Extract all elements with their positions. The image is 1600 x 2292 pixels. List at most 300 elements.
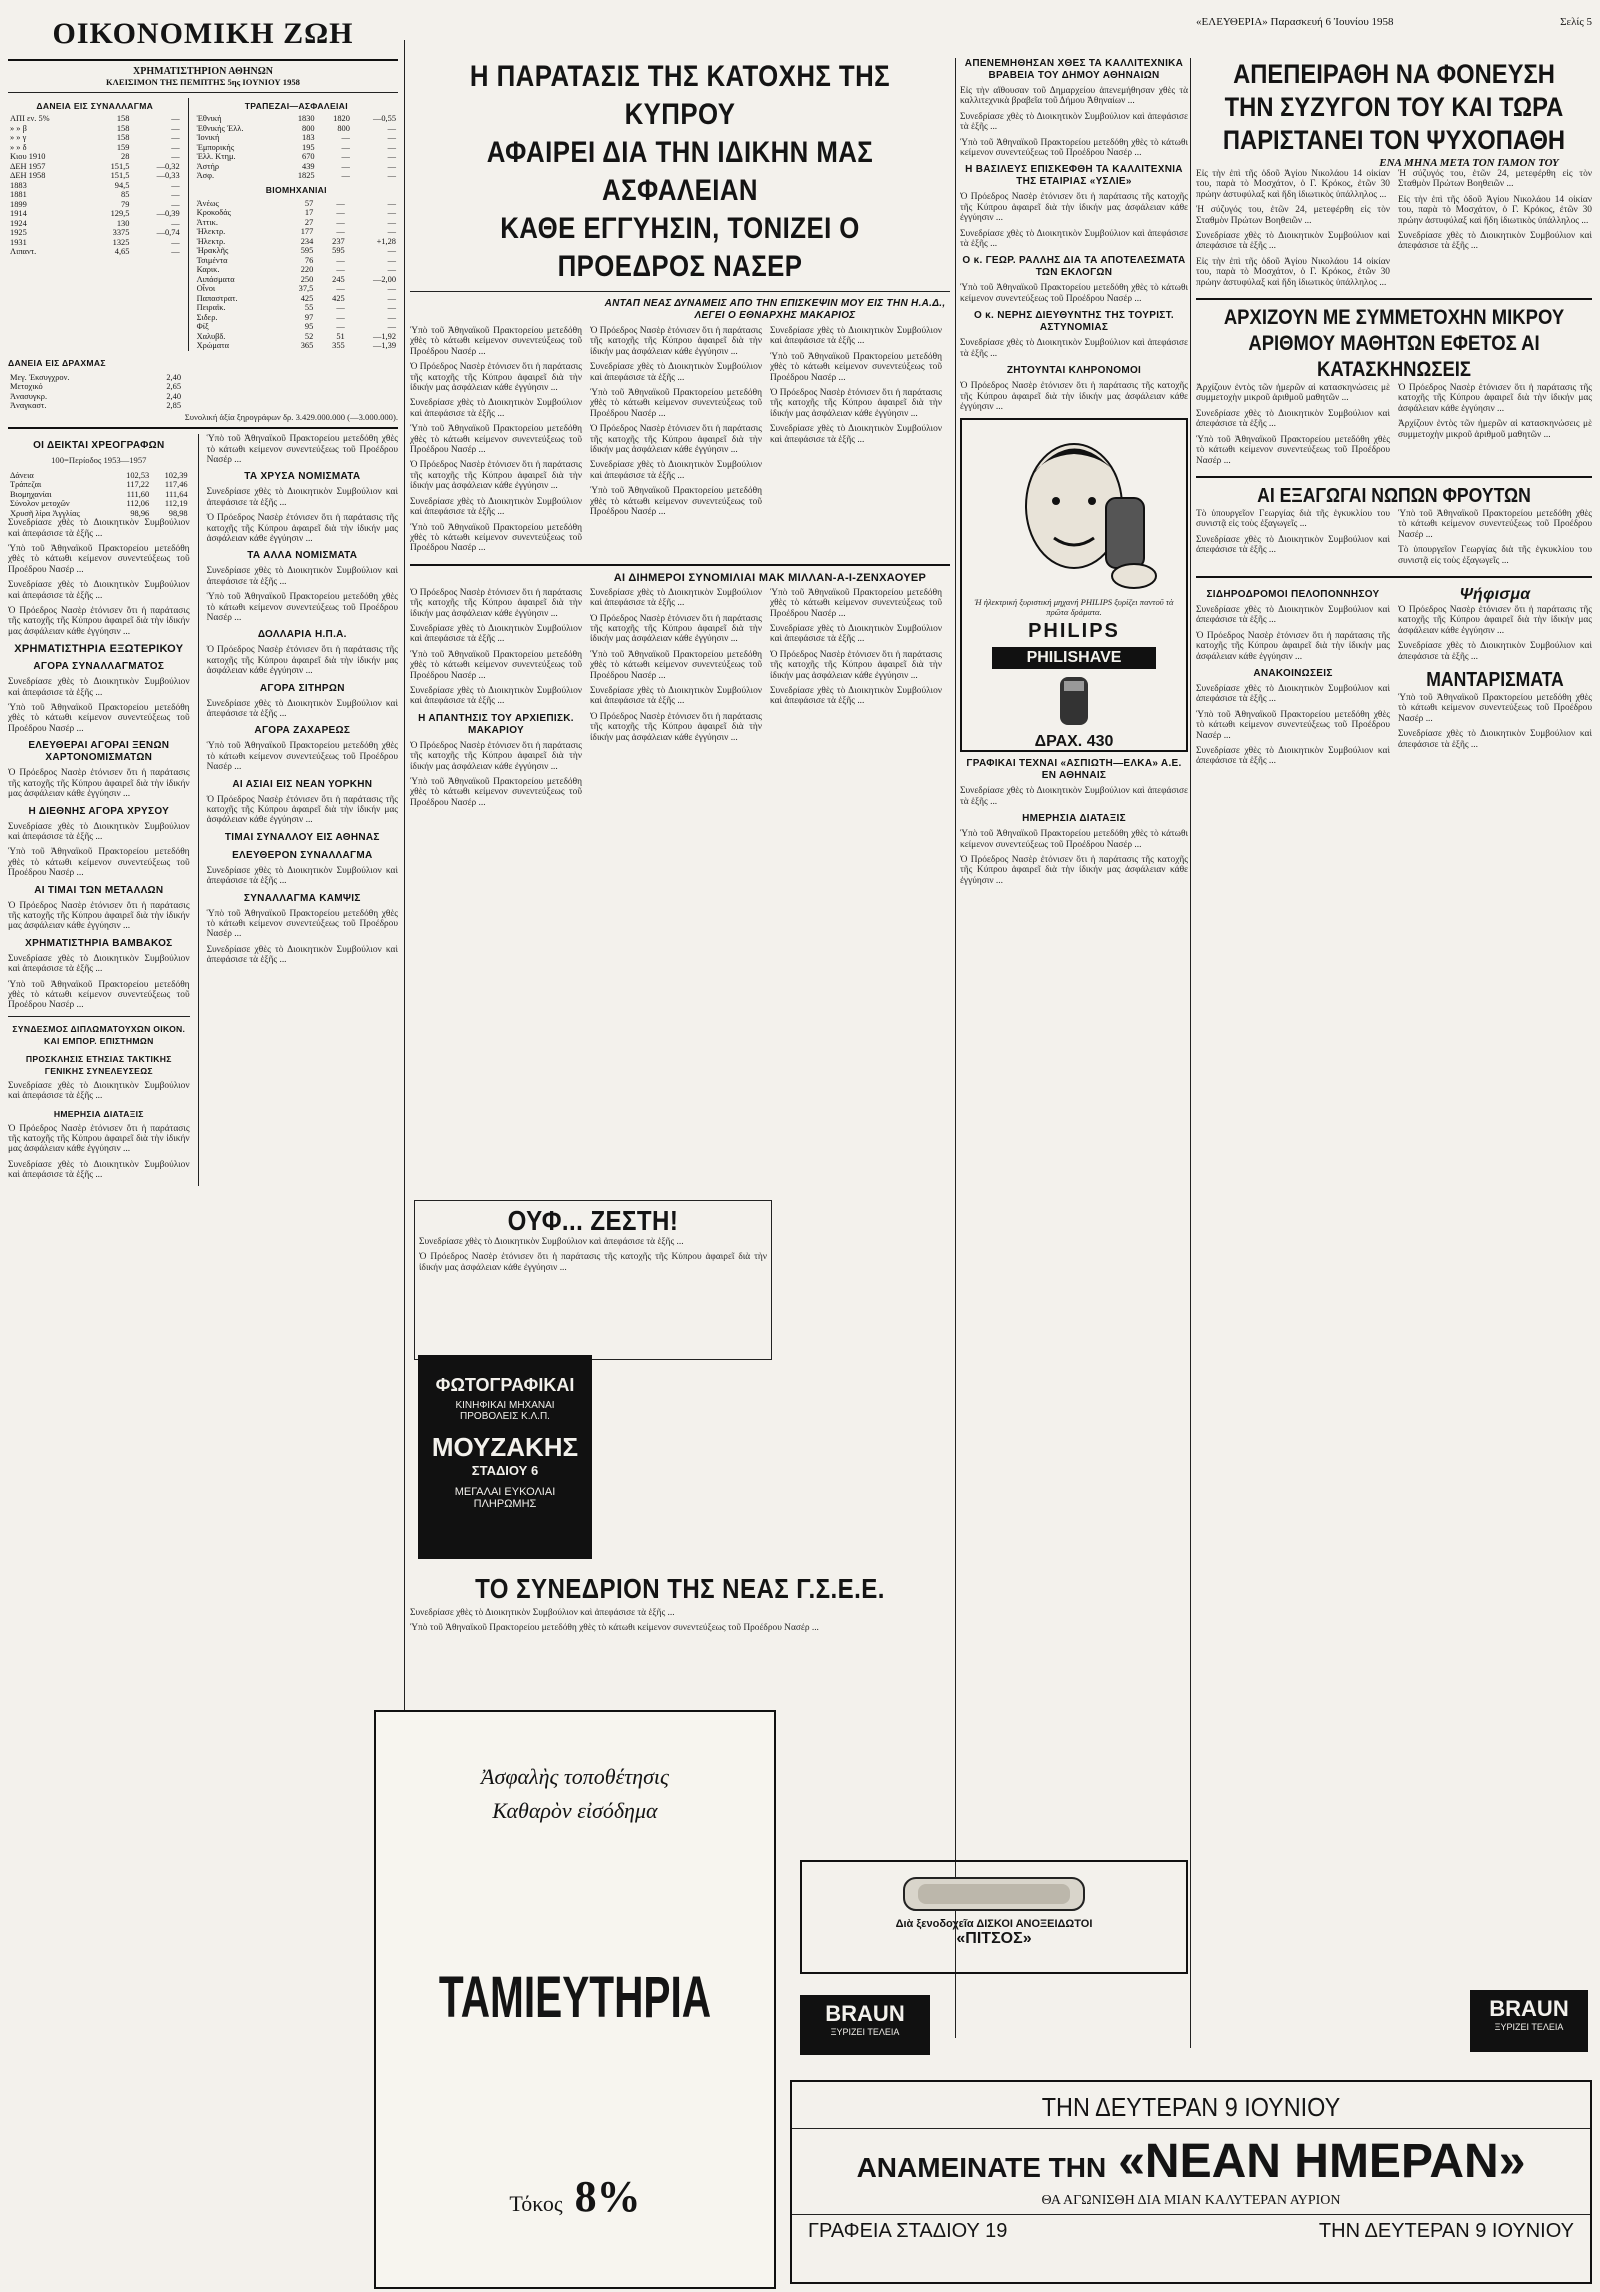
table-cell: Ἀστήρ <box>196 161 220 171</box>
table-cell: 52 <box>304 331 314 341</box>
story-paragraph: Ὑπὸ τοῦ Ἀθηναϊκοῦ Πρακτορείου μετεδόθη χθὲς τὸ κάτωθι κείμενον συνεντεύξεως τοῦ Προέδρου Νασέρ ... <box>410 326 582 357</box>
table-row <box>195 199 398 209</box>
table-cell: Ἠρακλῆς <box>196 246 229 255</box>
banner-line-2 <box>792 2134 1590 2189</box>
table-cell: Ἀναγκαστ. <box>10 401 47 410</box>
braun-ad-1 <box>800 1995 930 2055</box>
story-paragraph: Συνεδρίασε χθὲς τὸ Διοικητικὸν Συμβούλιον καὶ ἀπεφάσισε τὰ ἑξῆς ... <box>590 587 762 609</box>
story-paragraph: Συνεδρίασε χθὲς τὸ Διοικητικὸν Συμβούλιον καὶ ἀπεφάσισε τὰ ἑξῆς ... <box>1196 534 1390 556</box>
banner-line-3: ΘΑ ΑΓΩΝΙΣΘΗ ΔΙΑ ΜΙΑΝ ΚΑΛΥΤΕΡΑΝ ΑΥΡΙΟΝ <box>1041 2193 1341 2208</box>
drachma-loans-head: ΔΑΝΕΙΑ ΕΙΣ ΔΡΑΧΜΑΣ <box>8 357 106 368</box>
filler-paragraph: Ὑπὸ τοῦ Ἀθηναϊκοῦ Πρακτορείου μετεδόθη χθὲς τὸ κάτωθι κείμενον συνεντεύξεως τοῦ Προέδρου Νασέρ ... <box>8 979 190 1011</box>
table-cell: Οἶνοι <box>196 284 216 293</box>
story-paragraph: Ὑπὸ τοῦ Ἀθηναϊκοῦ Πρακτορείου μετεδόθη χθὲς τὸ κάτωθι κείμενον συνεντεύξεως τοῦ Προέδρου Νασέρ ... <box>1196 434 1390 466</box>
table-cell: 670 <box>302 152 315 161</box>
story-paragraph: Ὁ Πρόεδρος Νασὲρ ἐτόνισεν ὅτι ἡ παράτασις τῆς κατοχῆς τῆς Κύπρου ἀφαιρεῖ διὰ τὴν ἰδικήν μας ἀσφάλειαν κάθε ἐγγύησιν ... <box>960 381 1188 412</box>
story-paragraph: Συνεδρίασε χθὲς τὸ Διοικητικὸν Συμβούλιον καὶ ἀπεφάσισε τὰ ἑξῆς ... <box>770 424 942 445</box>
story-paragraph: Ὁ Πρόεδρος Νασὲρ ἐτόνισεν ὅτι ἡ παράτασις τῆς κατοχῆς τῆς Κύπρου ἀφαιρεῖ διὰ τὴν ἰδικήν μας ἀσφάλειαν κάθε ἐγγύησιν ... <box>590 613 762 645</box>
right-subhead: ΕΝΑ ΜΗΝΑ ΜΕΤΑ ΤΟΝ ΓΑΜΟΝ ΤΟΥ <box>1379 157 1559 169</box>
table-cell: 1883 <box>10 180 27 190</box>
story-paragraph: Ὁ Πρόεδρος Νασὲρ ἐτόνισεν ὅτι ἡ παράτασις τῆς κατοχῆς τῆς Κύπρου ἀφαιρεῖ διὰ τὴν ἰδικήν μας ἀσφάλειαν κάθε ἐγγύησιν ... <box>960 192 1188 224</box>
table-cell: — <box>387 123 396 133</box>
story-paragraph: Ὑπὸ τοῦ Ἀθηναϊκοῦ Πρακτορείου μετεδόθη χθὲς τὸ κάτωθι κείμενον συνεντεύξεως τοῦ Προέδρου Νασέρ ... <box>590 649 762 681</box>
students-body <box>1196 383 1592 471</box>
banner-date: ΤΗΝ ΔΕΥΤΕΡΑΝ 9 ΙΟΥΝΙΟΥ <box>1318 2220 1574 2242</box>
col1-left <box>8 434 190 1186</box>
table-cell: 439 <box>302 161 315 171</box>
pitsos-brand: «ΠΙΤΣΟΣ» <box>956 1930 1032 1947</box>
main-subhead: ΑΝΤΑΠ ΝΕΑΣ ΔΥΝΑΜΕΙΣ ΑΠΟ ΤΗΝ ΕΠΙΣΚΕΨΙΝ ΜΟΥ ΕΙΣ ΤΗΝ Η.Α.Δ., ΛΕΓΕΙ Ο ΕΘΝΑΡΧΗΣ ΜΑΚΑΡΙΟΣ <box>604 298 946 321</box>
table-cell: — <box>387 303 396 312</box>
middle-column <box>960 58 1188 2078</box>
table-row <box>8 509 190 519</box>
table-row <box>8 382 183 392</box>
table-cell: — <box>171 218 180 228</box>
story-paragraph: Ὑπὸ τοῦ Ἀθηναϊκοῦ Πρακτορείου μετεδόθη χθὲς τὸ κάτωθι κείμενον συνεντεύξεως τοῦ Προέδρου Νασέρ ... <box>410 649 582 681</box>
table-cell: Ἀνασυγκρ. <box>10 391 48 401</box>
table-cell: Κροκοδάς <box>196 208 231 217</box>
table-cell: » » γ <box>10 133 27 142</box>
table-row <box>8 401 183 411</box>
table-cell: Ἀσφ. <box>196 171 215 180</box>
bank-slogan-2: Καθαρὸν εἰσόδημα <box>492 1798 658 1823</box>
photo-shop-ad <box>418 1355 592 1559</box>
table-cell: 151,5 <box>110 161 130 171</box>
dollars-head: ΔΟΛΛΑΡΙΑ Η.Π.Α. <box>257 629 347 641</box>
main-story-lower <box>410 588 950 814</box>
table-cell: Ἐθνικής Ἑλλ. <box>196 123 244 133</box>
table-cell: 85 <box>121 190 130 199</box>
table-row <box>195 227 398 237</box>
story-paragraph: Συνεδρίασε χθὲς τὸ Διοικητικὸν Συμβούλιον καὶ ἀπεφάσισε τὰ ἑξῆς ... <box>1398 729 1592 750</box>
main-headline-3: ΚΑΘΕ ΕΓΓΥΗΣΙΝ, ΤΟΝΙΖΕΙ Ο ΠΡΟΕΔΡΟΣ ΝΑΣΕΡ <box>500 212 860 283</box>
story-paragraph: Ὑπὸ τοῦ Ἀθηναϊκοῦ Πρακτορείου μετεδόθη χθὲς τὸ κάτωθι κείμενον συνεντεύξεως τοῦ Προέδρου Νασέρ ... <box>960 137 1188 159</box>
table-cell: 102,39 <box>164 470 188 480</box>
filler-paragraph: Ὑπὸ τοῦ Ἀθηναϊκοῦ Πρακτορείου μετεδόθη χθὲς τὸ κάτωθι κείμενον συνεντεύξεως τοῦ Προέδρου Νασέρ ... <box>206 908 398 940</box>
right-column <box>1196 58 1592 2068</box>
table-cell: — <box>387 255 396 265</box>
story-paragraph: Συνεδρίασε χθὲς τὸ Διοικητικὸν Συμβούλιον καὶ ἀπεφάσισε τὰ ἑξῆς ... <box>1196 231 1390 252</box>
table-cell: — <box>387 208 396 217</box>
lower-col-b <box>590 588 762 814</box>
table-cell: 4,65 <box>114 247 130 256</box>
agenda-head: ΗΜΕΡΗΣΙΑ ΔΙΑΤΑΞΙΣ <box>53 1108 144 1119</box>
heat-paragraph: Ὁ Πρόεδρος Νασὲρ ἐτόνισεν ὅτι ἡ παράτασις τῆς κατοχῆς τῆς Κύπρου ἀφαιρεῖ διὰ τὴν ἰδικήν μας ἀσφάλειαν κάθε ἐγγύησιν ... <box>419 1252 767 1273</box>
heat-paragraph: Συνεδρίασε χθὲς τὸ Διοικητικὸν Συμβούλιον καὶ ἀπεφάσισε τὰ ἑξῆς ... <box>419 1237 684 1247</box>
table-cell: —0,33 <box>156 171 180 180</box>
table-cell: ΑΠΙ εν. 5% <box>10 114 50 123</box>
story-paragraph: Ὑπὸ τοῦ Ἀθηναϊκοῦ Πρακτορείου μετεδόθη χθὲς τὸ κάτωθι κείμενον συνεντεύξεως τοῦ Προέδρου Νασέρ ... <box>410 522 582 554</box>
table-cell: 158 <box>116 133 130 142</box>
story-paragraph: Συνεδρίασε χθὲς τὸ Διοικητικὸν Συμβούλιον καὶ ἀπεφάσισε τὰ ἑξῆς ... <box>410 496 582 518</box>
classifieds <box>1196 583 1592 772</box>
table-cell: 800 <box>337 123 350 133</box>
table-cell: Ἀττικ. <box>196 217 218 227</box>
filler-paragraph: Συνεδρίασε χθὲς τὸ Διοικητικὸν Συμβούλιον καὶ ἀπεφάσισε τὰ ἑξῆς ... <box>8 1080 190 1102</box>
table-cell: 595 <box>332 246 345 255</box>
table-cell: 1925 <box>10 228 27 237</box>
table-cell: 2,40 <box>166 391 181 401</box>
main-headline-1: Η ΠΑΡΑΤΑΣΙΣ ΤΗΣ ΚΑΤΟΧΗΣ ΤΗΣ ΚΥΠΡΟΥ <box>469 60 891 131</box>
exchange-title: ΧΡΗΜΑΤΙΣΤΗΡΙΟΝ ΑΘΗΝΩΝ <box>133 66 273 77</box>
table-row <box>195 265 398 275</box>
foreign-exchange-head: ΧΡΗΜΑΤΙΣΤΗΡΙΑ ΕΞΩΤΕΡΙΚΟΥ <box>14 643 184 656</box>
story-paragraph: Ὁ Πρόεδρος Νασὲρ ἐτόνισεν ὅτι ἡ παράτασις τῆς κατοχῆς τῆς Κύπρου ἀφαιρεῖ διὰ τὴν ἰδικήν μας ἀσφάλειαν κάθε ἐγγύησιν ... <box>590 711 762 743</box>
right-headline-1: ΑΠΕΠΕΙΡΑΘΗ ΝΑ ΦΟΝΕΥΣΗ <box>1233 59 1555 89</box>
table-cell: 1914 <box>10 209 27 218</box>
table-row <box>195 124 398 134</box>
table-cell: 1830 <box>297 114 315 123</box>
table-cell: 2,85 <box>166 401 181 410</box>
story-paragraph: Ὁ Πρόεδρος Νασὲρ ἐτόνισεν ὅτι ἡ παράτασις τῆς κατοχῆς τῆς Κύπρου ἀφαιρεῖ διὰ τὴν ἰδικήν μας ἀσφάλειαν κάθε ἐγγύησιν ... <box>1398 604 1592 636</box>
table-cell: — <box>341 161 350 171</box>
bank-slogan-1: Ἀσφαλὴς τοποθέτησις <box>481 1764 669 1789</box>
table-cell: Λιπάσματα <box>196 274 235 284</box>
table-row <box>195 162 398 172</box>
story-paragraph: Συνεδρίασε χθὲς τὸ Διοικητικὸν Συμβούλιον καὶ ἀπεφάσισε τὰ ἑξῆς ... <box>1196 746 1390 767</box>
banner-offices: ΓΡΑΦΕΙΑ ΣΤΑΔΙΟΥ 19 <box>808 2220 1008 2242</box>
table-row <box>8 219 182 229</box>
bank-rate-label: Τόκος <box>509 2191 563 2216</box>
table-cell: — <box>387 284 396 293</box>
table-cell: Κιου 1910 <box>10 152 46 161</box>
queen-head: Η ΒΑΣΙΛΕΥΣ ΕΠΙΣΚΕΦΘΗ ΤΑ ΚΑΛΛΙΤΕΧΝΙΑ ΤΗΣ ΕΤΑΙΡΙΑΣ «ΥΣΛΙΕ» <box>965 164 1183 188</box>
filler-paragraph: Ὑπὸ τοῦ Ἀθηναϊκοῦ Πρακτορείου μετεδόθη χθὲς τὸ κάτωθι κείμενον συνεντεύξεως τοῦ Προέδρου Νασέρ ... <box>206 741 398 773</box>
table-row <box>195 341 398 351</box>
col1-right <box>207 434 398 1186</box>
industry-head: ΒΙΟΜΗΧΑΝΙΑΙ <box>265 184 327 195</box>
filler-paragraph: Συνεδρίασε χθὲς τὸ Διοικητικὸν Συμβούλιον καὶ ἀπεφάσισε τὰ ἑξῆς ... <box>8 1159 190 1181</box>
table-cell: —0,39 <box>156 209 180 218</box>
table-cell: Σιδερ. <box>196 312 218 322</box>
story-paragraph: Ὑπὸ τοῦ Ἀθηναϊκοῦ Πρακτορείου μετεδόθη χθὲς τὸ κάτωθι κείμενον συνεντεύξεως τοῦ Προέδρου Νασέρ ... <box>960 829 1188 850</box>
story-paragraph: Ἡ σύζυγός του, ἐτῶν 24, μετεφέρθη εἰς τὸν Σταθμὸν Πρώτων Βοηθειῶν ... <box>1196 205 1390 226</box>
table-cell: Ἐμπορικής <box>196 142 235 152</box>
table-cell: 17 <box>304 208 314 217</box>
story-paragraph: Ὑπὸ τοῦ Ἀθηναϊκοῦ Πρακτορείου μετεδόθη χθὲς τὸ κάτωθι κείμενον συνεντεύξεως τοῦ Προέδρου Νασέρ ... <box>960 283 1188 304</box>
classifieds-col-b <box>1398 583 1592 772</box>
table-cell: 234 <box>300 236 314 246</box>
filler-paragraph: Συνεδρίασε χθὲς τὸ Διοικητικὸν Συμβούλιον καὶ ἀπεφάσισε τὰ ἑξῆς ... <box>8 821 190 842</box>
other-coins-head: ΤΑ ΑΛΛΑ ΝΟΜΙΣΜΑΤΑ <box>247 550 358 562</box>
table-cell: — <box>171 152 180 161</box>
story-paragraph: Ὁ Πρόεδρος Νασὲρ ἐτόνισεν ὅτι ἡ παράτασις τῆς κατοχῆς τῆς Κύπρου ἀφαιρεῖ διὰ τὴν ἰδικήν μας ἀσφάλειαν κάθε ἐγγύησιν ... <box>590 326 762 357</box>
table-cell: 51 <box>336 331 345 341</box>
story-paragraph: Ὑπὸ τοῦ Ἀθηναϊκοῦ Πρακτορείου μετεδόθη χθὲς τὸ κάτωθι κείμενον συνεντεύξεως τοῦ Προέδρου Νασέρ ... <box>590 486 762 518</box>
story-paragraph: Συνεδρίασε χθὲς τὸ Διοικητικὸν Συμβούλιον καὶ ἀπεφάσισε τὰ ἑξῆς ... <box>590 685 762 707</box>
filler-paragraph: Ὑπὸ τοῦ Ἀθηναϊκοῦ Πρακτορείου μετεδόθη χθὲς τὸ κάτωθι κείμενον συνεντεύξεως τοῦ Προέδρου Νασέρ ... <box>206 592 398 623</box>
table-cell: 76 <box>304 255 314 265</box>
table-cell: 2,40 <box>166 372 181 382</box>
table-cell: — <box>387 161 396 171</box>
cheques-head: ΣΥΝΑΛΛΑΓΜΑ ΚΑΜΨΙΣ <box>243 892 361 904</box>
right-headline-2: ΤΗΝ ΣΥΖΥΓΟΝ ΤΟΥ ΚΑΙ ΤΩΡΑ <box>1224 92 1564 122</box>
indices-title: ΟΙ ΔΕΙΚΤΑΙ ΧΡΕΟΓΡΑΦΩΝ <box>33 440 165 452</box>
story-paragraph: Ὁ Πρόεδρος Νασὲρ ἐτόνισεν ὅτι ἡ παράτασις τῆς κατοχῆς τῆς Κύπρου ἀφαιρεῖ διὰ τὴν ἰδικήν μας ἀσφάλειαν κάθε ἐγγύησιν ... <box>770 649 942 681</box>
table-cell: 1899 <box>10 199 27 209</box>
table-cell: 112,06 <box>126 499 150 509</box>
filler-paragraph: Ὑπὸ τοῦ Ἀθηναϊκοῦ Πρακτορείου μετεδόθη χθὲς τὸ κάτωθι κείμενον συνεντεύξεως τοῦ Προέδρου Νασέρ ... <box>206 434 398 465</box>
table-row <box>8 471 190 481</box>
students-col-a <box>1196 383 1390 471</box>
table-cell: 1881 <box>10 190 27 199</box>
filler-paragraph: Ὑπὸ τοῦ Ἀθηναϊκοῦ Πρακτορείου μετεδόθη χθὲς τὸ κάτωθι κείμενον συνεντεύξεως τοῦ Προέδρου Νασέρ ... <box>8 544 190 575</box>
table-cell: — <box>171 247 180 256</box>
fruits-col-a <box>1196 509 1390 571</box>
pitsos-ad <box>800 1860 1188 1974</box>
table-cell: 55 <box>304 303 314 312</box>
table-cell: — <box>171 123 180 133</box>
man-shaving-illustration <box>974 426 1174 596</box>
table-row <box>195 284 398 294</box>
economic-column <box>8 14 398 2284</box>
table-cell: — <box>171 142 180 152</box>
table-cell: 37,5 <box>298 284 314 293</box>
heat-box <box>414 1200 772 1360</box>
bank-name: ΤΑΜΙΕΥΤΗΡΙΑ <box>438 1965 712 2030</box>
braun-ad-2 <box>1470 1990 1588 2052</box>
table-cell: 220 <box>300 265 314 274</box>
table-cell: — <box>171 237 180 247</box>
table-cell: 57 <box>304 198 314 208</box>
main-story-body <box>410 326 950 559</box>
table-cell: 111,64 <box>165 489 188 499</box>
filler-paragraph: Ὁ Πρόεδρος Νασὲρ ἐτόνισεν ὅτι ἡ παράτασις τῆς κατοχῆς τῆς Κύπρου ἀφαιρεῖ διὰ τὴν ἰδικήν μας ἀσφάλειαν κάθε ἐγγύησιν ... <box>206 794 398 826</box>
fruits-col-b <box>1398 509 1592 571</box>
table-cell: —0,74 <box>156 228 180 237</box>
table-cell: 355 <box>332 341 345 350</box>
table-row <box>195 256 398 266</box>
reply-head: Η ΑΠΑΝΤΗΣΙΣ ΤΟΥ ΑΡΧΙΕΠΙΣΚ. ΜΑΚΑΡΙΟΥ <box>418 712 574 736</box>
table-cell: 98,98 <box>168 508 188 518</box>
table-row <box>195 143 398 153</box>
table-row <box>195 237 398 247</box>
table-row <box>8 114 182 124</box>
bank-rate-row <box>376 2171 774 2222</box>
table-cell: Χρυσῆ λίρα Ἀγγλίας <box>10 508 80 518</box>
metals-head: ΑΙ ΤΙΜΑΙ ΤΩΝ ΜΕΤΑΛΛΩΝ <box>34 884 164 896</box>
table-row <box>195 275 398 285</box>
table-cell: — <box>171 199 180 209</box>
table-cell: — <box>387 227 396 236</box>
filler-paragraph: Συνεδρίασε χθὲς τὸ Διοικητικὸν Συμβούλιον καὶ ἀπεφάσισε τὰ ἑξῆς ... <box>8 677 190 698</box>
page-header <box>1196 16 1592 38</box>
table-row <box>195 332 398 342</box>
table-row <box>8 200 182 210</box>
braun-line: ΞΥΡΙΖΕΙ ΤΕΛΕΙΑ <box>830 2027 900 2037</box>
table-row <box>8 228 182 238</box>
right-col-b <box>1398 169 1592 293</box>
table-cell: » » δ <box>10 142 27 152</box>
honors-head: ΑΠΕΝΕΜΗΘΗΣΑΝ ΧΘΕΣ ΤΑ ΚΑΛΛΙΤΕΧΝΙΚΑ ΒΡΑΒΕΙΑ ΤΟΥ ΔΗΜΟΥ ΑΘΗΝΑΙΩΝ <box>964 58 1184 81</box>
date-line: «ΕΛΕΥΘΕΡΙΑ» Παρασκευή 6 Ἰουνίου 1958 <box>1196 16 1394 28</box>
table-cell: — <box>387 246 396 255</box>
filler-paragraph: Συνεδρίασε χθὲς τὸ Διοικητικὸν Συμβούλιον καὶ ἀπεφάσισε τὰ ἑξῆς ... <box>8 518 190 539</box>
table-cell: ΔΕΗ 1958 <box>10 171 46 180</box>
table-cell: Μετοχικό <box>10 382 43 391</box>
total-line: Συνολική ἀξία ξηρογράφων δρ. 3.429.000.000 (—3.000.000). <box>184 411 398 422</box>
loans-block <box>8 98 182 351</box>
rates-head: ΤΙΜΑΙ ΣΥΝΑΛΛΟΥ ΕΙΣ ΑΘΗΝΑΣ <box>224 831 380 843</box>
table-row <box>195 114 398 124</box>
story-paragraph: Ὑπὸ τοῦ Ἀθηναϊκοῦ Πρακτορείου μετεδόθη χθὲς τὸ κάτωθι κείμενον συνεντεύξεως τοῦ Προέδρου Νασέρ ... <box>590 388 762 419</box>
table-cell: 117,22 <box>126 480 150 490</box>
main-col-c <box>770 326 942 559</box>
photo-ad-address: ΣΤΑΔΙΟΥ 6 <box>471 1463 539 1478</box>
story-paragraph: Ὁ Πρόεδρος Νασὲρ ἐτόνισεν ὅτι ἡ παράτασις τῆς κατοχῆς τῆς Κύπρου ἀφαιρεῖ διὰ τὴν ἰδικήν μας ἀσφάλειαν κάθε ἐγγύησιν ... <box>410 740 582 772</box>
table-cell: 98,96 <box>130 508 150 518</box>
story-paragraph: Συνεδρίασε χθὲς τὸ Διοικητικὸν Συμβούλιον καὶ ἀπεφάσισε τὰ ἑξῆς ... <box>1196 683 1390 705</box>
table-cell: Χαλυβδ. <box>196 331 226 341</box>
table-cell: Δάνεια <box>10 470 34 480</box>
filler-paragraph: Ὁ Πρόεδρος Νασὲρ ἐτόνισεν ὅτι ἡ παράτασις τῆς κατοχῆς τῆς Κύπρου ἀφαιρεῖ διὰ τὴν ἰδικήν μας ἀσφάλειαν κάθε ἐγγύησιν ... <box>8 768 190 800</box>
indices-subtitle: 100=Περίοδος 1953—1957 <box>51 455 147 466</box>
table-cell: 1924 <box>10 218 27 228</box>
table-cell: — <box>171 180 180 190</box>
story-paragraph: Συνεδρίασε χθὲς τὸ Διοικητικὸν Συμβούλιον καὶ ἀπεφάσισε τὰ ἑξῆς ... <box>590 362 762 383</box>
table-cell: Ἀνέως <box>196 198 219 208</box>
table-cell: — <box>336 217 345 227</box>
table-cell: 27 <box>304 217 314 227</box>
table-row <box>8 190 182 200</box>
table-cell: Τράπεζαι <box>10 480 42 490</box>
philips-model: PHILISHAVE <box>992 647 1156 669</box>
railways-head: ΣΙΔΗΡΟΔΡΟΜΟΙ ΠΕΛΟΠΟΝΝΗΣΟΥ <box>1206 588 1380 600</box>
story-paragraph: Εἰς τὴν ἐπὶ τῆς ὁδοῦ Ἁγίου Νικολάου 14 οἰκίαν του, παρὰ τὸ Μοσχάτον, ὁ Γ. Κρόκος, ἐτῶν 30 πρώην ἀστυφύλαξ καὶ ἤδη ἰδιωτικὸς ὑπάλληλος ... <box>1398 194 1592 226</box>
congress-paragraph: Συνεδρίασε χθὲς τὸ Διοικητικὸν Συμβούλιον καὶ ἀπεφάσισε τὰ ἑξῆς ... <box>410 1608 675 1618</box>
table-row <box>195 303 398 313</box>
story-paragraph: Συνεδρίασε χθὲς τὸ Διοικητικὸν Συμβούλιον καὶ ἀπεφάσισε τὰ ἑξῆς ... <box>770 326 942 347</box>
table-cell: Πειραϊκ. <box>196 303 226 312</box>
table-cell: Ἠλεκτρ. <box>196 227 226 236</box>
table-cell: Βιομηχανίαι <box>10 489 52 499</box>
psifismata-head: Ψήφισμα <box>1459 585 1531 603</box>
students-col-b <box>1398 383 1592 471</box>
table-cell: —0,55 <box>372 114 396 123</box>
braun-brand: BRAUN <box>825 2001 905 2026</box>
announcements-head: ΑΝΑΚΟΙΝΩΣΕΙΣ <box>1253 667 1333 679</box>
table-cell: 94,5 <box>114 180 130 190</box>
table-cell: — <box>341 133 350 142</box>
indices-table <box>8 471 190 519</box>
loans-head: ΔΑΝΕΙΑ ΕΙΣ ΣΥΝΑΛΛΑΓΜΑ <box>36 101 154 111</box>
main-col-a <box>410 326 582 559</box>
table-cell: Φίξ <box>196 322 209 331</box>
filler-paragraph: Συνεδρίασε χθὲς τὸ Διοικητικὸν Συμβούλιον καὶ ἀπεφάσισε τὰ ἑξῆς ... <box>8 953 190 975</box>
nea-imera-banner <box>790 2080 1592 2284</box>
table-cell: — <box>387 265 396 274</box>
story-paragraph: Ἀρχίζουν ἐντὸς τῶν ἡμερῶν αἱ κατασκηνώσεις μὲ συμμετοχὴν μικροῦ ἀριθμοῦ μαθητῶν ... <box>1398 419 1592 440</box>
story-paragraph: Συνεδρίασε χθὲς τὸ Διοικητικὸν Συμβούλιον καὶ ἀπεφάσισε τὰ ἑξῆς ... <box>770 623 942 645</box>
table-cell: ΔΕΗ 1957 <box>10 161 46 171</box>
table-cell: 28 <box>121 152 130 161</box>
graphic-arts-head: ΓΡΑΦΙΚΑΙ ΤΕΧΝΑΙ «ΑΣΠΙΩΤΗ—ΕΛΚΑ» Α.Ε. ΕΝ ΑΘΗΝΑΙΣ <box>966 758 1182 782</box>
table-cell: — <box>336 198 345 208</box>
table-cell: Χρώματα <box>196 341 229 350</box>
table-cell: — <box>387 198 396 208</box>
table-cell: — <box>387 217 396 227</box>
table-cell: Ἠλεκτρ. <box>196 236 226 246</box>
story-paragraph: Συνεδρίασε χθὲς τὸ Διοικητικὸν Συμβούλιον καὶ ἀπεφάσισε τὰ ἑξῆς ... <box>960 111 1188 133</box>
table-cell: — <box>387 312 396 322</box>
fruits-head: ΑΙ ΕΞΑΓΩΓΑΙ ΝΩΠΩΝ ΦΡΟΥΤΩΝ <box>1257 484 1531 507</box>
filler-paragraph: Συνεδρίασε χθὲς τὸ Διοικητικὸν Συμβούλιον καὶ ἀπεφάσισε τὰ ἑξῆς ... <box>8 580 190 601</box>
table-cell: 102,53 <box>126 470 150 480</box>
table-cell: 112,19 <box>164 499 188 509</box>
table-cell: 1825 <box>297 171 315 180</box>
story-paragraph: Ὁ Πρόεδρος Νασὲρ ἐτόνισεν ὅτι ἡ παράτασις τῆς κατοχῆς τῆς Κύπρου ἀφαιρεῖ διὰ τὴν ἰδικήν μας ἀσφάλειαν κάθε ἐγγύησιν ... <box>410 362 582 394</box>
table-row <box>8 171 182 181</box>
banks-block <box>195 98 398 351</box>
table-cell: Λιπαντ. <box>10 247 37 256</box>
table-row <box>8 209 182 219</box>
nyc-head: ΑΙ ΑΣΙΑΙ ΕΙΣ ΝΕΑΝ ΥΟΡΚΗΝ <box>232 778 373 790</box>
agenda-head-2: ΗΜΕΡΗΣΙΑ ΔΙΑΤΑΞΙΣ <box>1022 813 1126 825</box>
story-paragraph: Ὑπὸ τοῦ Ἀθηναϊκοῦ Πρακτορείου μετεδόθη χθὲς τὸ κάτωθι κείμενον συνεντεύξεως τοῦ Προέδρου Νασέρ ... <box>410 777 582 808</box>
page-label: Σελίς 5 <box>1560 16 1592 28</box>
table-cell: +1,28 <box>376 236 396 246</box>
table-cell: 245 <box>332 274 345 284</box>
story-paragraph: Ὁ Πρόεδρος Νασὲρ ἐτόνισεν ὅτι ἡ παράτασις τῆς κατοχῆς τῆς Κύπρου ἀφαιρεῖ διὰ τὴν ἰδικήν μας ἀσφάλειαν κάθε ἐγγύησιν ... <box>1398 383 1592 414</box>
free-exchange-head: ΕΛΕΥΘΕΡΟΝ ΣΥΝΑΛΛΑΓΜΑ <box>232 849 373 861</box>
table-row <box>195 133 398 143</box>
story-paragraph: Τὸ ὑπουργεῖον Γεωργίας διὰ τῆς ἐγκυκλίου του συνιστᾷ εἰς τοὺς ἐξαγωγεῖς ... <box>1398 545 1592 566</box>
table-row <box>8 247 182 257</box>
photo-ad-terms: ΜΕΓΑΛΑΙ ΕΥΚΟΛΙΑΙ ΠΛΗΡΩΜΗΣ <box>454 1486 556 1510</box>
table-cell: 2,65 <box>166 382 181 391</box>
table-cell: — <box>387 133 396 142</box>
table-cell: Σύνολον μετοχῶν <box>10 499 70 509</box>
rallis-head: Ο κ. ΓΕΩΡ. ΡΑΛΛΗΣ ΔΙΑ ΤΑ ΑΠΟΤΕΛΕΣΜΑΤΑ ΤΩΝ ΕΚΛΟΓΩΝ <box>962 255 1186 279</box>
table-cell: 3375 <box>112 228 130 237</box>
table-cell: — <box>336 265 345 274</box>
students-head: ΑΡΧΙΖΟΥΝ ΜΕ ΣΥΜΜΕΤΟΧΗΝ ΜΙΚΡΟΥ ΑΡΙΘΜΟΥ ΜΑΘΗΤΩΝ ΕΦΕΤΟΣ ΑΙ ΚΑΤΑΣΚΗΝΩΣΕΙΣ <box>1223 306 1565 382</box>
banner-line-1: ΤΗΝ ΔΕΥΤΕΡΑΝ 9 ΙΟΥΝΙΟΥ <box>1041 2092 1341 2122</box>
table-cell: 250 <box>300 274 314 284</box>
story-paragraph: Ἡ σύζυγός του, ἐτῶν 24, μετεφέρθη εἰς τὸν Σταθμὸν Πρώτων Βοηθειῶν ... <box>1398 169 1592 190</box>
table-row <box>8 162 182 172</box>
story-paragraph: Εἰς τὴν αἴθουσαν τοῦ Δημαρχείου ἀπενεμήθησαν χθὲς τὰ καλλιτεχνικὰ βραβεῖα τοῦ Δήμου Ἀθηναίων ... <box>960 86 1188 107</box>
congress-paragraph: Ὑπὸ τοῦ Ἀθηναϊκοῦ Πρακτορείου μετεδόθη χθὲς τὸ κάτωθι κείμενον συνεντεύξεως τοῦ Προέδρου Νασέρ ... <box>410 1623 819 1634</box>
filler-paragraph: Ὁ Πρόεδρος Νασὲρ ἐτόνισεν ὅτι ἡ παράτασις τῆς κατοχῆς τῆς Κύπρου ἀφαιρεῖ διὰ τὴν ἰδικήν μας ἀσφάλειαν κάθε ἐγγύησιν ... <box>8 1123 190 1155</box>
table-row <box>8 152 182 162</box>
table-cell: 97 <box>304 312 314 322</box>
table-row <box>8 124 182 134</box>
filler-paragraph: Ὁ Πρόεδρος Νασὲρ ἐτόνισεν ὅτι ἡ παράτασις τῆς κατοχῆς τῆς Κύπρου ἀφαιρεῖ διὰ τὴν ἰδικήν μας ἀσφάλειαν κάθε ἐγγύησιν ... <box>206 513 398 544</box>
table-cell: 425 <box>332 293 345 303</box>
table-cell: — <box>336 255 345 265</box>
table-cell: —1,92 <box>372 331 396 341</box>
table-cell: — <box>387 152 396 161</box>
exchange-subtitle: ΚΛΕΙΣΙΜΟΝ ΤΗΣ ΠΕΜΠΤΗΣ 5ης ΙΟΥΝΙΟΥ 1958 <box>106 77 300 87</box>
table-cell: 158 <box>116 114 130 123</box>
story-paragraph: Συνεδρίασε χθὲς τὸ Διοικητικὸν Συμβούλιον καὶ ἀπεφάσισε τὰ ἑξῆς ... <box>410 685 582 707</box>
story-paragraph: Ἀρχίζουν ἐντὸς τῶν ἡμερῶν αἱ κατασκηνώσεις μὲ συμμετοχὴν μικροῦ ἀριθμοῦ μαθητῶν ... <box>1196 383 1390 404</box>
banks-table <box>195 114 398 181</box>
table-cell: —2,00 <box>372 274 396 284</box>
story-paragraph: Συνεδρίασε χθὲς τὸ Διοικητικὸν Συμβούλιον καὶ ἀπεφάσισε τὰ ἑξῆς ... <box>1196 408 1390 430</box>
talks-head: ΑΙ ΔΙΗΜΕΡΟΙ ΣΥΝΟΜΙΛΙΑΙ ΜΑΚ ΜΙΛΛΑΝ-Α-Ι-ΖΕΝΧΑΟΥΕΡ <box>613 571 927 584</box>
table-row <box>195 322 398 332</box>
table-cell: 129,5 <box>110 209 130 218</box>
invitation-head: ΠΡΟΣΚΛΗΣΙΣ ΕΤΗΣΙΑΣ ΤΑΚΤΙΚΗΣ ΓΕΝΙΚΗΣ ΣΥΝΕΛΕΥΣΕΩΣ <box>25 1053 172 1076</box>
main-headline-2: ΑΦΑΙΡΕΙ ΔΙΑ ΤΗΝ ΙΔΙΚΗΝ ΜΑΣ ΑΣΦΑΛΕΙΑΝ <box>486 136 874 207</box>
story-paragraph: Συνεδρίασε χθὲς τὸ Διοικητικὸν Συμβούλιον καὶ ἀπεφάσισε τὰ ἑξῆς ... <box>770 685 942 707</box>
right-col-a <box>1196 169 1390 293</box>
table-cell: 800 <box>302 123 315 133</box>
table-cell: — <box>336 227 345 236</box>
wheat-head: ΑΓΟΡΑ ΣΙΤΗΡΩΝ <box>259 682 345 694</box>
